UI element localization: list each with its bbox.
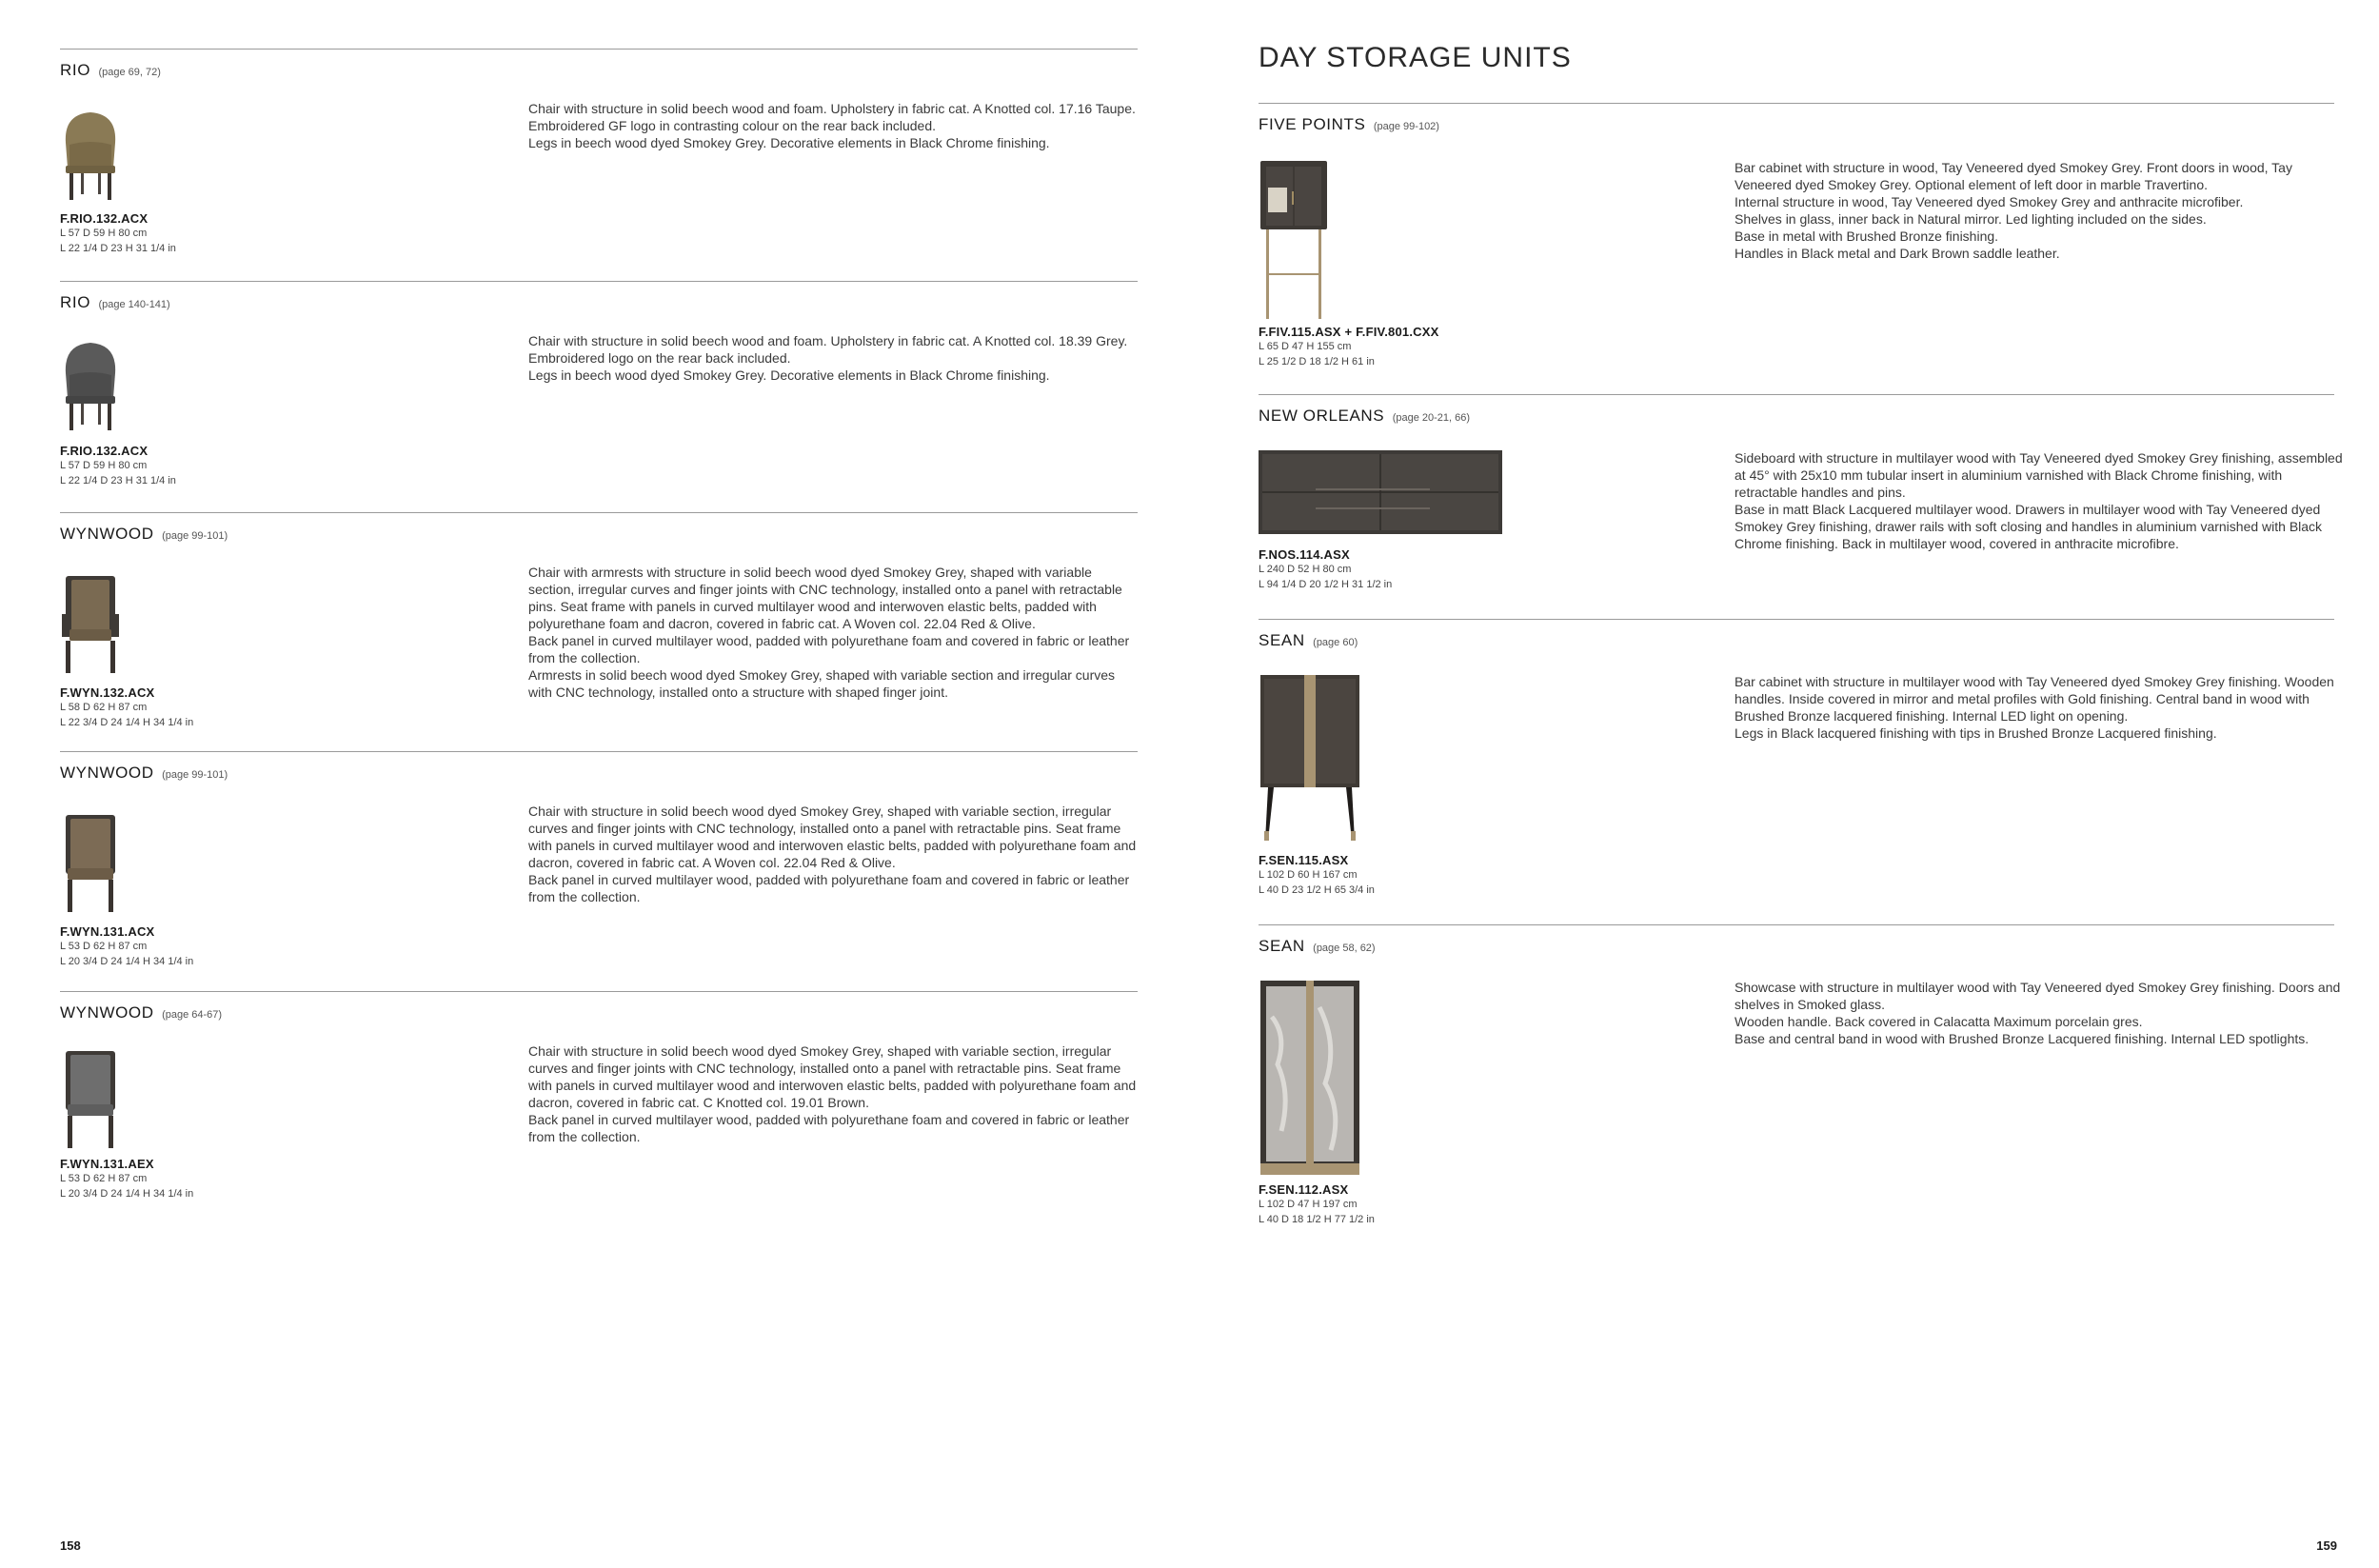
description-paragraph: Showcase with structure in multilayer wood with Tay Veneered dyed Smokey Grey finishing. Doors and shelves in Smoked glass. <box>1735 980 2341 1012</box>
product-name: RIO <box>60 293 91 311</box>
chair-image <box>60 337 121 432</box>
entry-header <box>1259 937 1376 956</box>
page-reference: (page 99-101) <box>162 530 228 542</box>
product-description <box>1735 159 2344 262</box>
description-paragraph: Legs in beech wood dyed Smokey Grey. Decorative elements in Black Chrome finishing. <box>528 367 1050 383</box>
product-code: F.SEN.112.ASX <box>1259 1182 1349 1197</box>
description-paragraph: Bar cabinet with structure in wood, Tay Veneered dyed Smokey Grey. Front doors in wood, Tay Veneered dyed Smokey Grey. Optional element of left door in marble Travertino. <box>1735 160 2292 192</box>
dimensions-cm: L 58 D 62 H 87 cm <box>60 702 148 713</box>
description-paragraph: Wooden handle. Back covered in Calacatta Maximum porcelain gres. <box>1735 1014 2143 1029</box>
page-reference: (page 60) <box>1313 637 1358 648</box>
product-entry-wynwood-armchair <box>60 512 1138 751</box>
product-entry-sean-bar-cabinet <box>1259 619 2334 924</box>
dimensions-in: L 40 D 18 1/2 H 77 1/2 in <box>1259 1214 1375 1225</box>
description-paragraph: Chair with structure in solid beech wood dyed Smokey Grey, shaped with variable section, irregular curves and finger joints with CNC technology, installed onto a panel with retractable pins. Seat frame with panels in curved multilayer wood and interwoven elastic belts, padded with polyurethane foam and dacron, covered in fabric cat. C Knotted col. 19.01 Brown. <box>528 1043 1137 1110</box>
chair-image <box>60 811 121 914</box>
dimensions-cm: L 53 D 62 H 87 cm <box>60 941 148 952</box>
dimensions-in: L 25 1/2 D 18 1/2 H 61 in <box>1259 356 1375 367</box>
chair-image <box>60 1047 121 1150</box>
description-paragraph: Chair with armrests with structure in solid beech wood dyed Smokey Grey, shaped with variable section, irregular curves and finger joints with CNC technology, installed onto a panel with retractable pins. Seat frame with panels in curved multilayer wood and interwoven elastic belts, padded with polyurethane foam and dacron, covered in fabric cat. A Woven col. 22.04 Red & Olive. <box>528 565 1122 631</box>
product-name: WYNWOOD <box>60 764 154 782</box>
entry-header <box>60 1003 222 1022</box>
showcase-image <box>1259 979 1361 1177</box>
page-reference: (page 99-102) <box>1373 121 1439 132</box>
product-description <box>528 564 1138 701</box>
description-paragraph: Bar cabinet with structure in multilayer wood with Tay Veneered dyed Smokey Grey finishing. Wooden handles. Inside covered in mirror and metal profiles with Gold finishing. Central band in wood with Brushed Bronze lacquered finishing. Internal LED light on opening. <box>1735 674 2334 724</box>
page-reference: (page 58, 62) <box>1313 943 1376 954</box>
product-description <box>528 332 1138 384</box>
product-code: F.SEN.115.ASX <box>1259 853 1349 867</box>
product-entry-wynwood-chair-knotted <box>60 991 1138 1230</box>
product-code: F.NOS.114.ASX <box>1259 547 1350 562</box>
dimensions-cm: L 65 D 47 H 155 cm <box>1259 341 1352 352</box>
description-paragraph: Back panel in curved multilayer wood, padded with polyurethane foam and covered in fabric or leather from the collection. <box>528 633 1130 665</box>
product-description <box>1735 449 2344 552</box>
product-description <box>1735 673 2344 742</box>
left-page <box>0 0 1189 1568</box>
dimensions-in: L 22 1/4 D 23 H 31 1/4 in <box>60 475 176 486</box>
page-reference: (page 20-21, 66) <box>1392 412 1471 424</box>
page-reference: (page 140-141) <box>98 299 170 310</box>
product-name: FIVE POINTS <box>1259 115 1366 133</box>
description-paragraph: Back panel in curved multilayer wood, padded with polyurethane foam and covered in fabric or leather from the collection. <box>528 1112 1130 1144</box>
dimensions-cm: L 53 D 62 H 87 cm <box>60 1173 148 1184</box>
dimensions-in: L 22 1/4 D 23 H 31 1/4 in <box>60 243 176 254</box>
description-paragraph: Base in matt Black Lacquered multilayer wood. Drawers in multilayer wood with Tay Veneered dyed Smokey Grey finishing, drawer rails with soft closing and handles in aluminium varnished with Black Chrome finishing. Back in multilayer wood, covered in anthracite microfibre. <box>1735 502 2323 551</box>
description-paragraph: Base and central band in wood with Brushed Bronze Lacquered finishing. Internal LED spotlights. <box>1735 1031 2310 1046</box>
description-paragraph: Back panel in curved multilayer wood, padded with polyurethane foam and covered in fabric or leather from the collection. <box>528 872 1130 904</box>
product-description <box>528 1042 1138 1145</box>
entry-header <box>60 764 228 783</box>
dimensions-in: L 22 3/4 D 24 1/4 H 34 1/4 in <box>60 717 194 728</box>
product-description <box>528 100 1138 151</box>
product-name: NEW ORLEANS <box>1259 407 1385 425</box>
page-number: 159 <box>2316 1538 2337 1553</box>
page-reference: (page 64-67) <box>162 1009 223 1021</box>
product-name: SEAN <box>1259 937 1305 955</box>
dimensions-cm: L 57 D 59 H 80 cm <box>60 460 148 471</box>
right-page <box>1189 0 2379 1568</box>
dimensions-cm: L 240 D 52 H 80 cm <box>1259 564 1352 575</box>
product-code: F.WYN.131.ACX <box>60 924 155 939</box>
entry-header <box>1259 115 1439 134</box>
product-description <box>528 803 1138 905</box>
page-number: 158 <box>60 1538 81 1553</box>
product-description <box>1735 979 2344 1047</box>
dimensions-in: L 94 1/4 D 20 1/2 H 31 1/2 in <box>1259 579 1393 590</box>
entry-header <box>60 525 228 544</box>
product-entry-wynwood-chair-woven <box>60 751 1138 990</box>
description-paragraph: Armrests in solid beech wood dyed Smokey Grey, shaped with variable section and irregular curves with CNC technology, installed onto a structure with shaped finger joint. <box>528 667 1116 700</box>
description-paragraph: Chair with structure in solid beech wood and foam. Upholstery in fabric cat. A Knotted col. 17.16 Taupe. Embroidered GF logo in contrasting colour on the rear back included. <box>528 101 1136 133</box>
dimensions-in: L 20 3/4 D 24 1/4 H 34 1/4 in <box>60 956 194 967</box>
product-name: SEAN <box>1259 631 1305 649</box>
armchair-image <box>60 572 121 675</box>
dimensions-cm: L 57 D 59 H 80 cm <box>60 228 148 239</box>
page-reference: (page 99-101) <box>162 769 228 781</box>
entry-header <box>1259 407 1470 426</box>
dimensions-cm: L 102 D 60 H 167 cm <box>1259 869 1358 881</box>
description-paragraph: Legs in Black lacquered finishing with tips in Brushed Bronze Lacquered finishing. <box>1735 725 2217 741</box>
description-paragraph: Chair with structure in solid beech wood dyed Smokey Grey, shaped with variable section, irregular curves and finger joints with CNC technology, installed onto a panel with retractable pins. Seat frame with panels in curved multilayer wood and interwoven elastic belts, padded with polyurethane foam and dacron, covered in fabric cat. A Woven col. 22.04 Red & Olive. <box>528 804 1137 870</box>
product-code: F.FIV.115.ASX + F.FIV.801.CXX <box>1259 325 1439 339</box>
section-title: DAY STORAGE UNITS <box>1259 42 1572 73</box>
dimensions-cm: L 102 D 47 H 197 cm <box>1259 1199 1358 1210</box>
description-paragraph: Internal structure in wood, Tay Veneered dyed Smokey Grey and anthracite microfiber. <box>1735 194 2244 209</box>
description-paragraph: Legs in beech wood dyed Smokey Grey. Decorative elements in Black Chrome finishing. <box>528 135 1050 150</box>
page-reference: (page 69, 72) <box>98 67 161 78</box>
product-code: F.WYN.132.ACX <box>60 685 155 700</box>
product-name: WYNWOOD <box>60 525 154 543</box>
entry-header <box>60 61 161 80</box>
product-entry-rio-grey <box>60 281 1138 520</box>
description-paragraph: Chair with structure in solid beech wood and foam. Upholstery in fabric cat. A Knotted col. 18.39 Grey. Embroidered logo on the rear back included. <box>528 333 1128 366</box>
description-paragraph: Handles in Black metal and Dark Brown saddle leather. <box>1735 246 2060 261</box>
product-name: RIO <box>60 61 91 79</box>
description-paragraph: Base in metal with Brushed Bronze finishing. <box>1735 228 1999 244</box>
bar-cabinet-image <box>1259 673 1361 844</box>
product-entry-five-points <box>1259 103 2334 394</box>
description-paragraph: Shelves in glass, inner back in Natural mirror. Led lighting included on the sides. <box>1735 211 2207 227</box>
description-paragraph: Sideboard with structure in multilayer wood with Tay Veneered dyed Smokey Grey finishing, assembled at 45° with 25x10 mm tubular insert in aluminium varnished with Black Chrome finishing, with retractable handles and pins. <box>1735 450 2343 500</box>
dimensions-in: L 20 3/4 D 24 1/4 H 34 1/4 in <box>60 1188 194 1200</box>
product-code: F.WYN.131.AEX <box>60 1157 154 1171</box>
entry-header <box>1259 631 1358 650</box>
product-name: WYNWOOD <box>60 1003 154 1022</box>
product-code: F.RIO.132.ACX <box>60 211 149 226</box>
product-code: F.RIO.132.ACX <box>60 444 149 458</box>
dimensions-in: L 40 D 23 1/2 H 65 3/4 in <box>1259 884 1375 896</box>
product-entry-sean-showcase <box>1259 924 2341 1249</box>
chair-image <box>60 107 121 202</box>
bar-cabinet-image <box>1259 159 1329 321</box>
sideboard-image <box>1259 450 1502 536</box>
product-entry-rio-taupe <box>60 49 1138 288</box>
product-entry-new-orleans <box>1259 394 2343 619</box>
entry-header <box>60 293 170 312</box>
